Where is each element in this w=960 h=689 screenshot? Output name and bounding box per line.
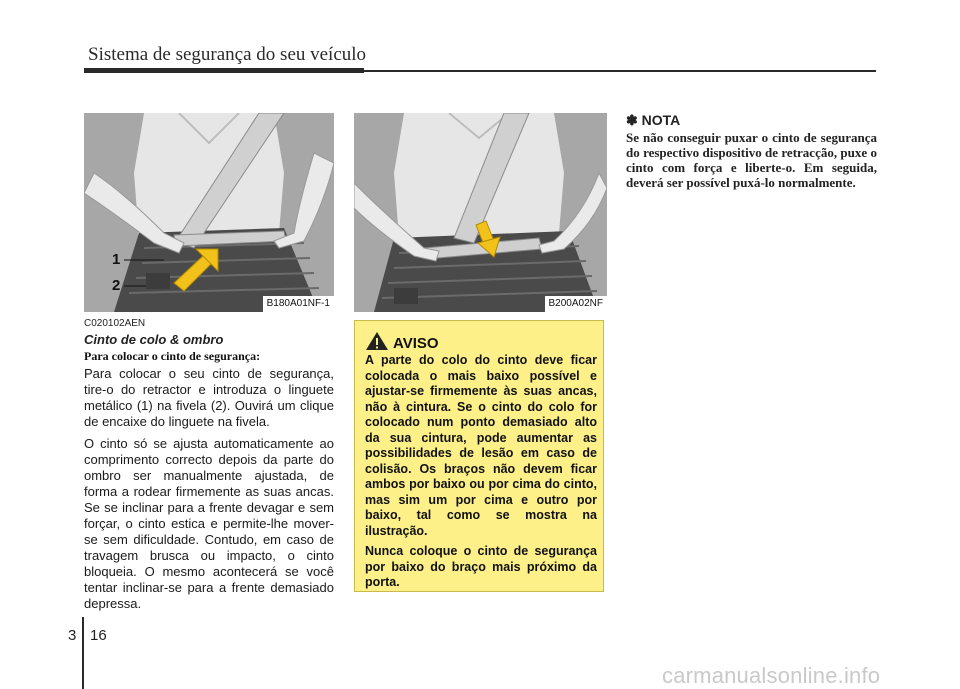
figure-code: B200A02NF xyxy=(545,296,607,312)
page-header-title: Sistema de segurança do seu veículo xyxy=(88,44,367,65)
body-paragraph: O cinto só se ajusta automaticamente ao comprimento correcto depois da parte do ombro ser manualmente ajustada, de forma a rodear firmemente as suas ancas. Se se inclinar para a frente devagar e sem forçar, o cinto estica e permite-lhe mover-se sem dificuldade. Contudo, em caso de travagem brusca ou impacto, o cinto bloqueia. O mesmo acontecerá se você tentar inclinar-se para a frente demasiado depressa. xyxy=(84,436,334,611)
warning-text xyxy=(365,353,597,596)
figure-seatbelt-buckle xyxy=(84,113,334,312)
footer-rule xyxy=(82,617,84,689)
section-subheading: Cinto de colo & ombro xyxy=(84,332,224,347)
callout-2: 2 xyxy=(112,277,121,294)
callout-1: 1 xyxy=(112,251,121,268)
figure-illustration xyxy=(84,113,334,312)
header-rule xyxy=(84,68,364,73)
warning-paragraph: A parte do colo do cinto deve ficar colocada o mais baixo possível e ajustar-se firmemente às suas ancas, não à cintura. Se o cinto do colo for colocado num ponto demasiado alto da sua cintura, pode aumentar as possibilidades de lesão em caso de colisão. Os braços não devem ficar ambos por baixo ou por cima do cinto, mas sim um por cima e outro por baixo, tal como se mostra na ilustração. xyxy=(365,353,597,538)
figure-lap-belt xyxy=(354,113,607,312)
footer-page-number: 16 xyxy=(90,627,107,644)
warning-box xyxy=(354,320,604,592)
header-rule-thin xyxy=(364,70,876,72)
figure-illustration xyxy=(354,113,607,312)
section-lead: Para colocar o cinto de segurança: xyxy=(84,349,261,363)
section-code: C020102AEN xyxy=(84,318,146,329)
warning-title: AVISO xyxy=(393,335,439,352)
note-title: ✽ NOTA xyxy=(626,112,681,128)
section-body xyxy=(84,366,334,618)
figure-code: B180A01NF-1 xyxy=(263,296,334,312)
warning-triangle-icon xyxy=(365,331,389,351)
body-paragraph: Para colocar o seu cinto de segurança, tire-o do retractor e introduza o linguete metálico (1) na fivela (2). Ouvirá um clique de encaixe do linguete na fivela. xyxy=(84,366,334,429)
watermark: carmanualsonline.info xyxy=(662,663,881,688)
note-text: Se não conseguir puxar o cinto de segurança do respectivo dispositivo de retracção, puxe o cinto com força e liberte-o. Em seguida, deverá ser possível puxá-lo normalmente. xyxy=(626,130,877,190)
footer-chapter-number: 3 xyxy=(68,627,77,644)
warning-paragraph: Nunca coloque o cinto de segurança por baixo do braço mais próximo da porta. xyxy=(365,544,597,589)
